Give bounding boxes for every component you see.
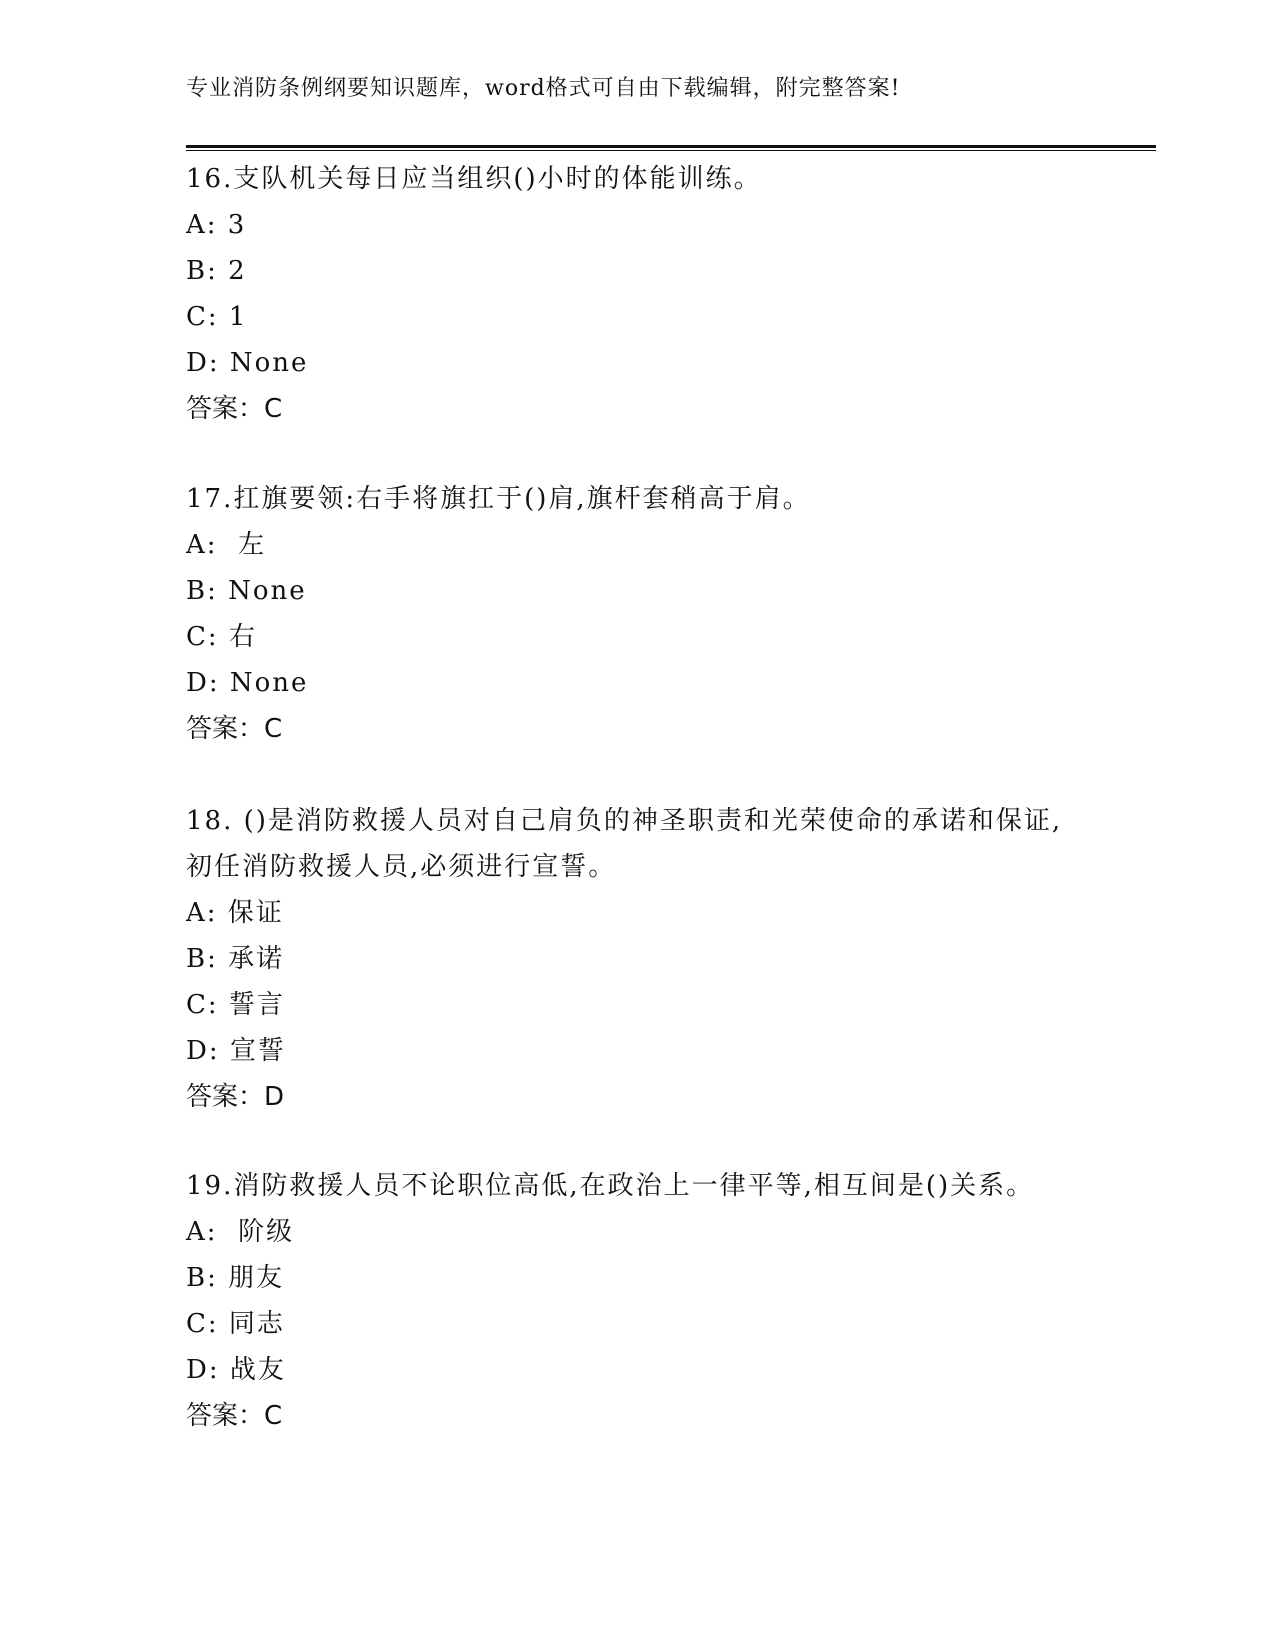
question-18 [186, 798, 1086, 1120]
answer: 答案：C [186, 394, 283, 424]
option-d: D: 战友 [186, 1355, 286, 1385]
question-stem: 16.支队机关每日应当组织()小时的体能训练。 [186, 164, 762, 194]
option-d: D: None [186, 668, 309, 698]
answer: 答案：D [186, 1082, 285, 1112]
option-c: C: 誓言 [186, 990, 285, 1020]
option-a: A: 阶级 [186, 1217, 295, 1247]
question-19 [186, 1163, 1086, 1439]
option-b: B: 2 [186, 256, 247, 286]
answer: 答案：C [186, 1401, 283, 1431]
option-a: A: 保证 [186, 898, 284, 928]
question-16 [186, 156, 1086, 432]
question-stem: 18. ()是消防救援人员对自己肩负的神圣职责和光荣使命的承诺和保证,初任消防救援人员,必须进行宣誓。 [186, 806, 1063, 882]
question-stem: 17.扛旗要领:右手将旗扛于()肩,旗杆套稍高于肩。 [186, 484, 811, 514]
question-stem: 19.消防救援人员不论职位高低,在政治上一律平等,相互间是()关系。 [186, 1171, 1035, 1201]
header-divider [186, 145, 1156, 151]
option-d: D: None [186, 348, 309, 378]
option-d: D: 宣誓 [186, 1036, 286, 1066]
option-a: A: 3 [186, 210, 247, 240]
option-b: B: 承诺 [186, 944, 285, 974]
option-b: B: 朋友 [186, 1263, 285, 1293]
page-header: 专业消防条例纲要知识题库，word格式可自由下载编辑，附完整答案! [186, 76, 901, 101]
option-b: B: None [186, 576, 307, 606]
option-c: C: 1 [186, 302, 248, 332]
option-a: A: 左 [186, 530, 267, 560]
option-c: C: 同志 [186, 1309, 285, 1339]
option-c: C: 右 [186, 622, 257, 652]
answer: 答案：C [186, 714, 283, 744]
question-17 [186, 476, 1086, 752]
